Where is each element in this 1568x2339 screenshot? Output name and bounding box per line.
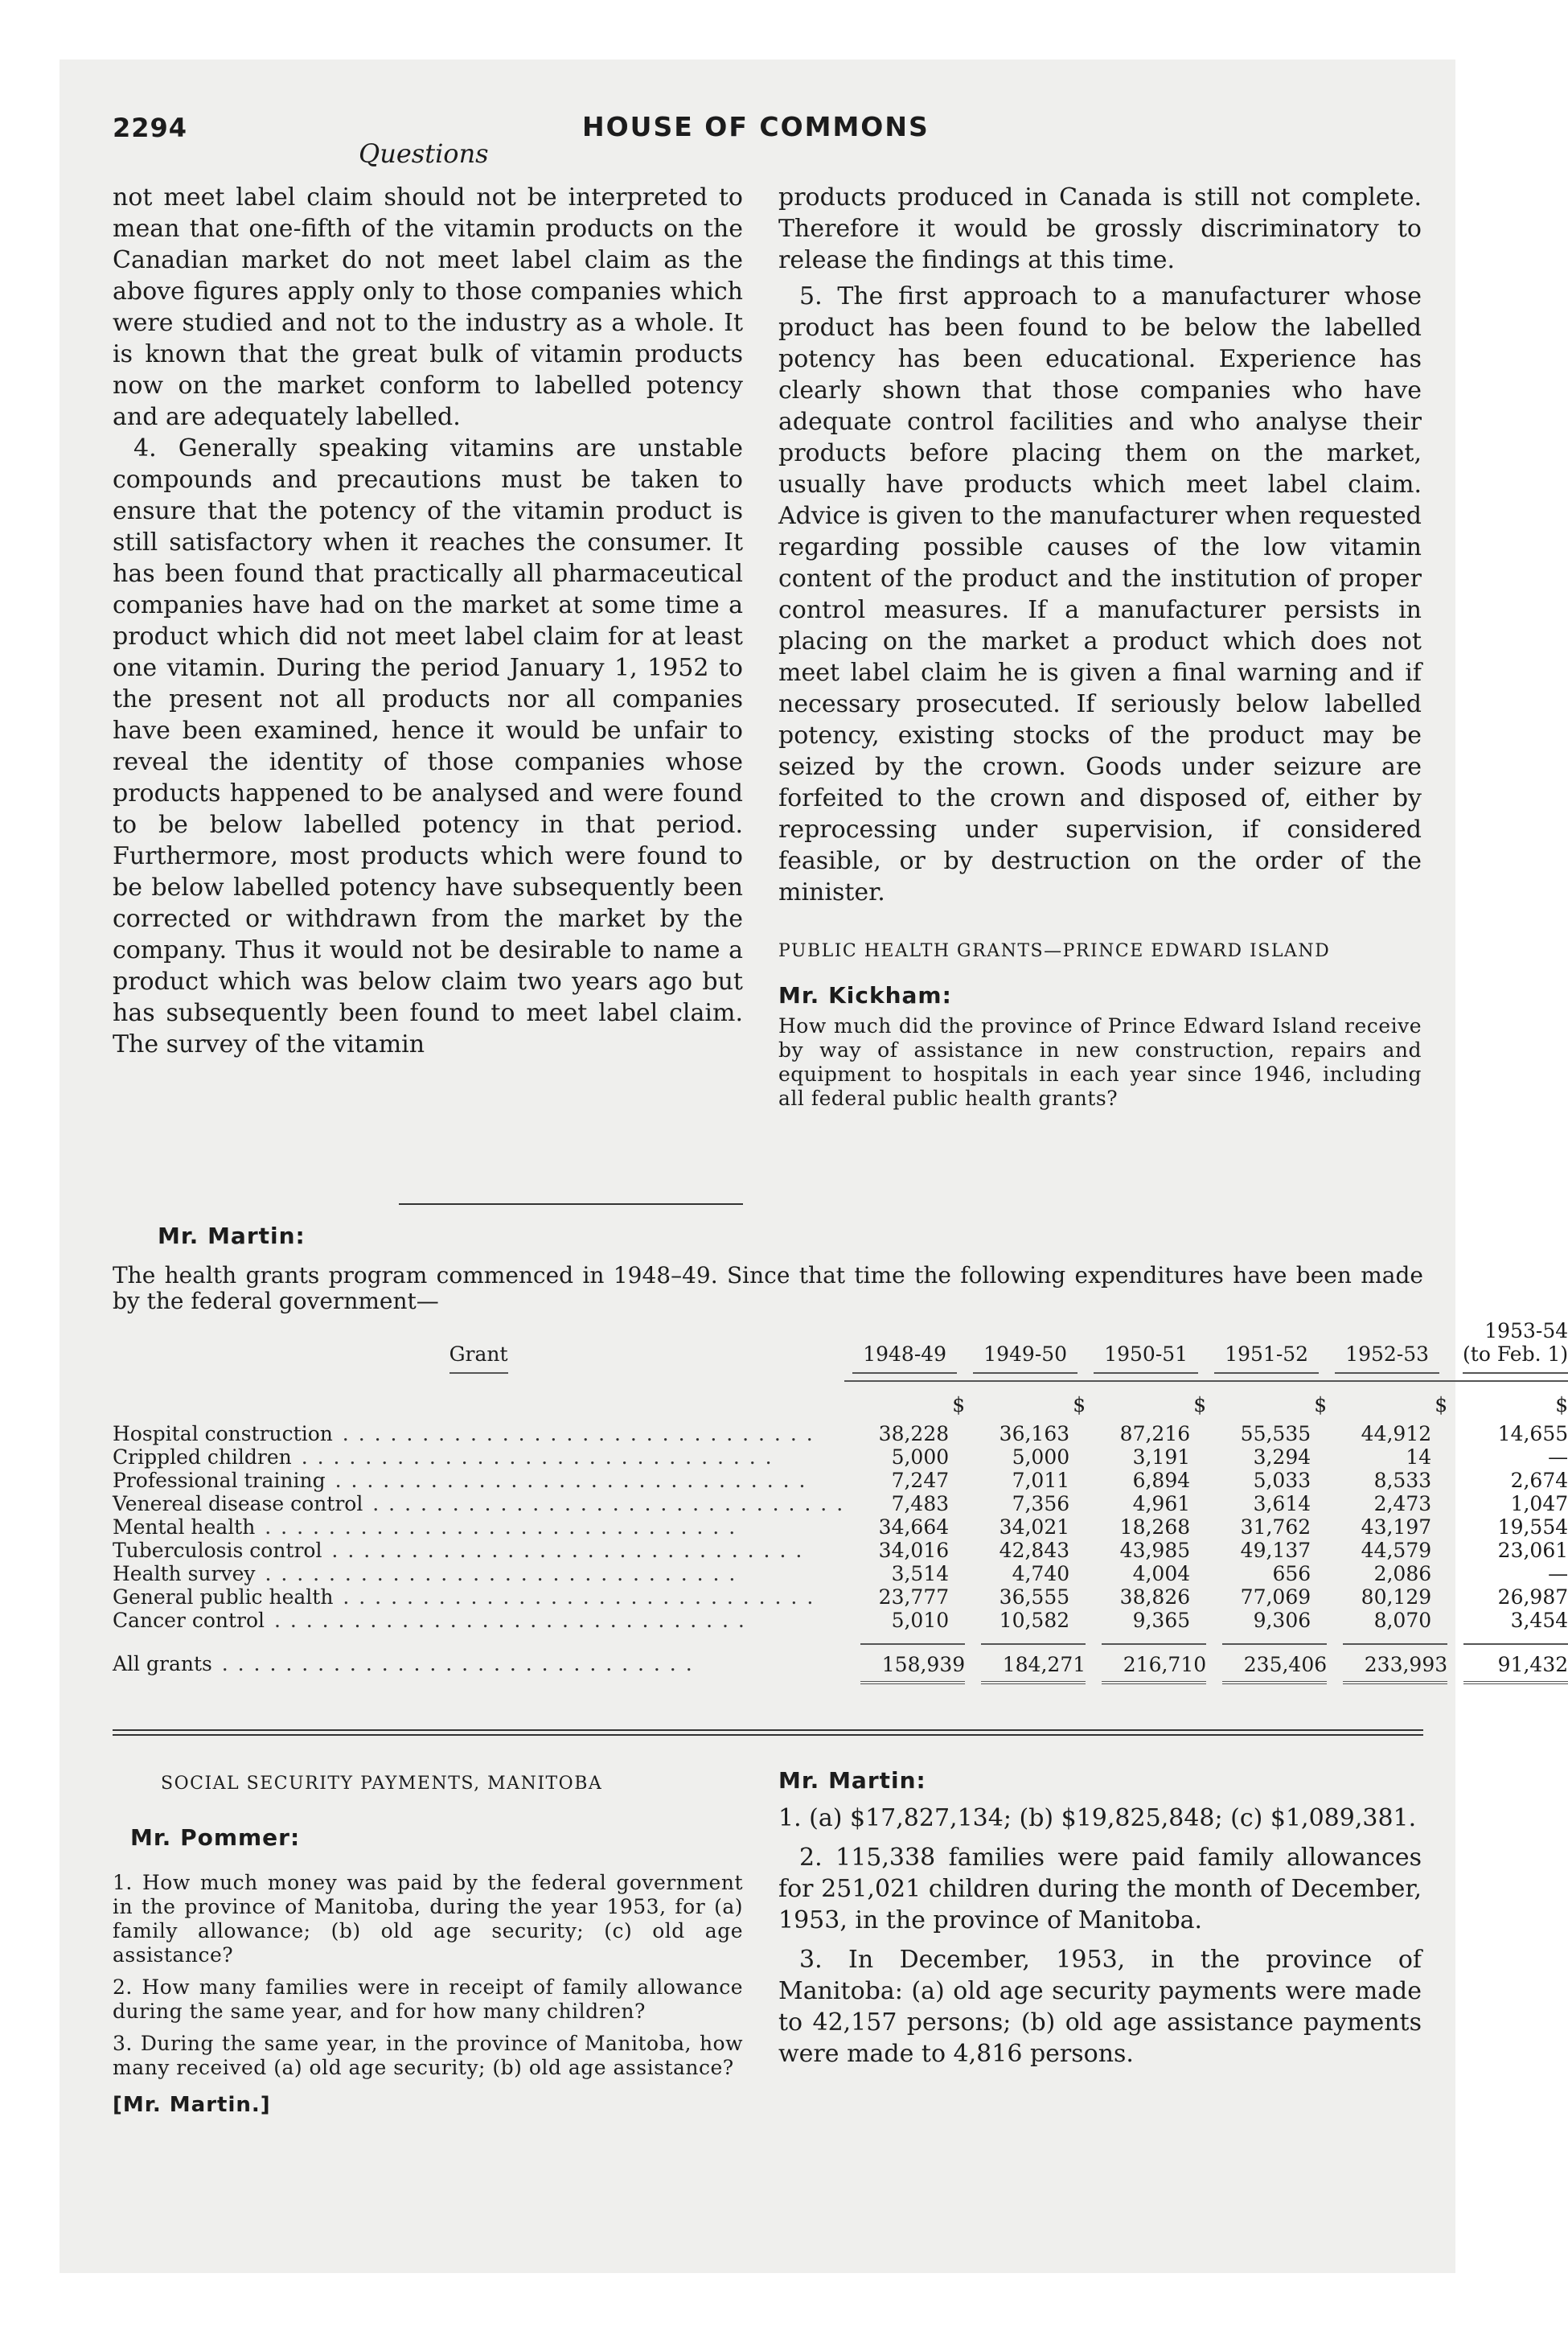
grant-name: Hospital construction . . . . . . . . . . . . . . . . . . . . . . . . . . . . . . [113, 1422, 815, 1445]
grant-name: Health survey . . . . . . . . . . . . . . . . . . . . . . . . . . . . . . [113, 1562, 737, 1585]
table-cell: 87,216 [1119, 1422, 1191, 1445]
table-row [113, 1492, 1568, 1515]
table-cell: 36,555 [999, 1585, 1070, 1609]
question-item: 3. During the same year, in the province of Manitoba, how many received (a) old age security; (b) old age assistance? [113, 2032, 743, 2079]
table-cell: 7,011 [1012, 1469, 1070, 1492]
table-cell: 8,070 [1373, 1609, 1432, 1632]
table-cell: 235,406 [1206, 1632, 1327, 1684]
grant-name: General public health . . . . . . . . . . . . . . . . . . . . . . . . . . . . . . [113, 1585, 815, 1609]
column-header: 1949-50 [965, 1319, 1086, 1374]
table-cell: 42,843 [999, 1539, 1070, 1562]
divider [113, 1734, 1423, 1736]
column-header: 1950-51 [1086, 1319, 1206, 1374]
unit-label: $ [844, 1374, 965, 1422]
table-cell: 14 [1406, 1445, 1432, 1469]
table-cell: 55,535 [1240, 1422, 1311, 1445]
column-header: 1952-53 [1327, 1319, 1447, 1374]
manitoba-questions [113, 1768, 743, 2121]
table-cell: 5,010 [891, 1609, 950, 1632]
table-cell: 3,454 [1510, 1609, 1568, 1632]
table-row [113, 1609, 1568, 1632]
table-cell: 7,483 [891, 1492, 950, 1515]
page-number: 2294 [113, 113, 188, 143]
grant-name: Mental health . . . . . . . . . . . . . . . . . . . . . . . . . . . . . . [113, 1515, 737, 1539]
answer-item: 2. 115,338 families were paid family allowances for 251,021 children during the month of December, 1953, in the province of Manitoba. [778, 1844, 1422, 1934]
table-cell: 23,777 [878, 1585, 950, 1609]
table-cell: 44,912 [1361, 1422, 1432, 1445]
grant-name: Tuberculosis control . . . . . . . . . . . . . . . . . . . . . . . . . . . . . . [113, 1539, 804, 1562]
table-cell: 2,086 [1373, 1562, 1432, 1585]
grant-name: Venereal disease control . . . . . . . . . . . . . . . . . . . . . . . . . . . . . . [113, 1492, 845, 1515]
table-cell: 2,674 [1510, 1469, 1568, 1492]
speaker-name: Mr. Pommer: [130, 1824, 301, 1851]
table-cell: 49,137 [1240, 1539, 1311, 1562]
table-row [113, 1515, 1568, 1539]
grant-name: Cancer control . . . . . . . . . . . . . . . . . . . . . . . . . . . . . . [113, 1609, 746, 1632]
table-row [113, 1422, 1568, 1445]
table-cell: — [1548, 1445, 1568, 1469]
column-header: 1951-52 [1206, 1319, 1327, 1374]
unit-label: $ [1086, 1374, 1206, 1422]
question-text: How much did the province of Prince Edward Island receive by way of assistance in new construction, repairs and equipment to hospitals in each year since 1946, including all federal public health grants? [778, 1014, 1422, 1110]
table-cell: 26,987 [1497, 1585, 1568, 1609]
table-cell: 19,554 [1497, 1515, 1568, 1539]
speaker-name: Mr. Martin: [158, 1223, 306, 1249]
table-cell: 656 [1272, 1562, 1311, 1585]
question-item: 2. How many families were in receipt of family allowance during the same year, and for how many children? [113, 1975, 743, 2023]
total-row [113, 1632, 1568, 1684]
table-cell: 34,021 [999, 1515, 1070, 1539]
table-cell: 9,306 [1253, 1609, 1311, 1632]
table-cell: 38,826 [1119, 1585, 1191, 1609]
table-cell: 1,047 [1510, 1492, 1568, 1515]
table-cell: 5,000 [891, 1445, 950, 1469]
table-cell: 216,710 [1086, 1632, 1206, 1684]
table-cell: 34,016 [878, 1539, 950, 1562]
section-label: Questions [359, 138, 489, 169]
table-cell: — [1548, 1562, 1568, 1585]
table-cell: 2,473 [1373, 1492, 1432, 1515]
table-cell: 3,294 [1253, 1445, 1311, 1469]
table-cell: 14,655 [1497, 1422, 1568, 1445]
paragraph: not meet label claim should not be interpreted to mean that one-fifth of the vitamin products on the Canadian market do not meet label claim as the above figures apply only to those companies which were studied and not to the industry as a whole. It is known that the great bulk of vitamin products now on the market conform to labelled potency and are adequately labelled. [113, 183, 743, 431]
footer-speaker: [Mr. Martin.] [113, 2093, 271, 2117]
table-cell: 5,033 [1253, 1469, 1311, 1492]
unit-label: $ [965, 1374, 1086, 1422]
question-item: 1. How much money was paid by the federal government in the province of Manitoba, during the year 1953, for (a) family allowance; (b) old age security; (c) old age assistance? [113, 1871, 743, 1967]
table-cell: 4,961 [1132, 1492, 1191, 1515]
column-header: Grant [113, 1319, 844, 1374]
table-cell: 77,069 [1240, 1585, 1311, 1609]
left-column [113, 182, 743, 1060]
speaker-name: Mr. Kickham: [778, 982, 952, 1009]
paragraph: 5. The first approach to a manufacturer whose product has been found to be below the labelled potency has been educational. Experience has clearly shown that those companies who have adequate control facilities and who analyse their products before placing them on the market, usually have products which meet label claim. Advice is given to the manufacturer when requested regarding possible causes of the low vitamin content of the product and the institution of proper control measures. If a manufacturer persists in placing on the market a product which does not meet label claim he is given a final warning and if necessary prosecuted. If seriously below labelled potency, existing stocks of the product may be seized by the crown. Goods under seizure are forfeited to the crown and disposed of, either by reprocessing under supervision, if considered feasible, or by destruction on the order of the minister. [778, 282, 1422, 906]
section-heading: PUBLIC HEALTH GRANTS—PRINCE EDWARD ISLAND [778, 941, 1331, 961]
table-cell: 43,197 [1361, 1515, 1432, 1539]
divider [399, 1203, 743, 1205]
table-cell: 5,000 [1012, 1445, 1070, 1469]
table-cell: 80,129 [1361, 1585, 1432, 1609]
column-header: 1948-49 [844, 1319, 965, 1374]
table-cell: 3,191 [1132, 1445, 1191, 1469]
table-cell: 44,579 [1361, 1539, 1432, 1562]
intro-text: The health grants program commenced in 1948–49. Since that time the following expenditures have been made by the federal government— [113, 1262, 1423, 1314]
table-row [113, 1539, 1568, 1562]
table-cell: 3,614 [1253, 1492, 1311, 1515]
table-cell: 4,740 [1012, 1562, 1070, 1585]
table-cell: 4,004 [1132, 1562, 1191, 1585]
unit-label: $ [1447, 1374, 1568, 1422]
unit-label: $ [1327, 1374, 1447, 1422]
table-cell: 38,228 [878, 1422, 950, 1445]
table-cell: 6,894 [1132, 1469, 1191, 1492]
table-cell: 3,514 [891, 1562, 950, 1585]
table-cell: 18,268 [1119, 1515, 1191, 1539]
table-cell: 7,247 [891, 1469, 950, 1492]
table-cell: 158,939 [844, 1632, 965, 1684]
answer-item: 1. (a) $17,827,134; (b) $19,825,848; (c) $1,089,381. [778, 1804, 1417, 1832]
table-row [113, 1562, 1568, 1585]
column-header: 1953-54 (to Feb. 1) [1447, 1319, 1568, 1374]
grant-name: All grants . . . . . . . . . . . . . . . . . . . . . . . . . . . . . . [113, 1652, 694, 1675]
table-cell: 8,533 [1373, 1469, 1432, 1492]
grant-name: Professional training . . . . . . . . . . . . . . . . . . . . . . . . . . . . . . [113, 1469, 807, 1492]
table-cell: 10,582 [999, 1609, 1070, 1632]
table-cell: 91,432 [1447, 1632, 1568, 1684]
table-cell: 43,985 [1119, 1539, 1191, 1562]
answer-item: 3. In December, 1953, in the province of Manitoba: (a) old age security payments were made to 42,157 persons; (b) old age assistance payments were made to 4,816 persons. [778, 1946, 1422, 2068]
table-row [113, 1469, 1568, 1492]
table-row [113, 1585, 1568, 1609]
unit-label: $ [1206, 1374, 1327, 1422]
section-heading: SOCIAL SECURITY PAYMENTS, MANITOBA [161, 1774, 603, 1794]
manitoba-answers [778, 1765, 1422, 2070]
table-cell: 7,356 [1012, 1492, 1070, 1515]
paragraph: products produced in Canada is still not complete. Therefore it would be grossly discriminatory to release the findings at this time. [778, 183, 1422, 274]
table-row [113, 1445, 1568, 1469]
divider [113, 1729, 1423, 1731]
table-cell: 36,163 [999, 1422, 1070, 1445]
right-column [778, 182, 1422, 1111]
grants-table [113, 1319, 1568, 1684]
grant-name: Crippled children . . . . . . . . . . . . . . . . . . . . . . . . . . . . . . [113, 1445, 774, 1469]
speaker-name: Mr. Martin: [778, 1767, 926, 1794]
table-cell: 31,762 [1240, 1515, 1311, 1539]
table-cell: 23,061 [1497, 1539, 1568, 1562]
table-cell: 34,664 [878, 1515, 950, 1539]
table-cell: 233,993 [1327, 1632, 1447, 1684]
table-cell: 9,365 [1132, 1609, 1191, 1632]
running-title: HOUSE OF COMMONS [582, 111, 930, 142]
table-cell: 184,271 [965, 1632, 1086, 1684]
paragraph: 4. Generally speaking vitamins are unstable compounds and precautions must be taken to ensure that the potency of the vitamin product is still satisfactory when it reaches the consumer. It has been found that practically all pharmaceutical companies have had on the market at some time a product which did not meet label claim for at least one vitamin. During the period January 1, 1952 to the present not all products nor all companies have been examined, hence it would be unfair to reveal the identity of those companies whose products happened to be analysed and were found to be below labelled potency in that period. Furthermore, most products which were found to be below labelled potency have subsequently been corrected or withdrawn from the market by the company. Thus it would not be desirable to name a product which was below claim two years ago but has subsequently been found to meet label claim. The survey of the vitamin [113, 434, 743, 1059]
